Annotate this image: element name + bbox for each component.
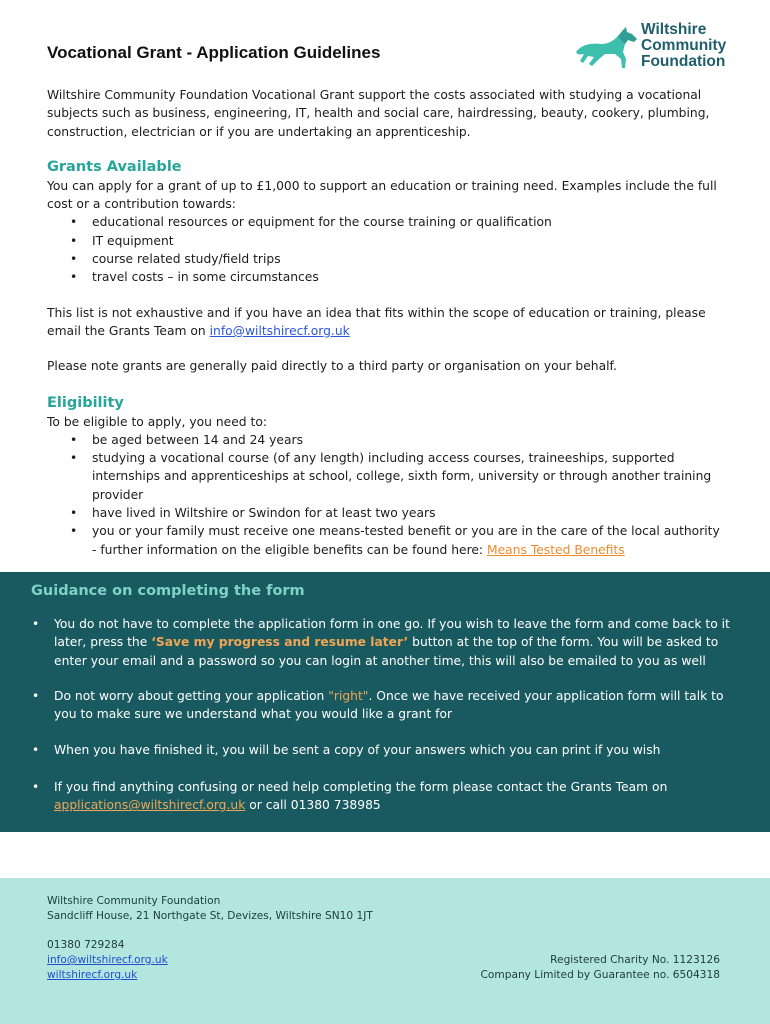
list-item: • educational resources or equipment for the course training or qualification (92, 213, 727, 231)
footer-email-link[interactable]: info@wiltshirecf.org.uk (47, 954, 168, 966)
logo (574, 22, 749, 74)
guidance-heading: Guidance on completing the form (31, 583, 305, 599)
footer-charity: Registered Charity No. 1123126 (550, 954, 720, 966)
eligibility-intro: To be eligible to apply, you need to: (47, 414, 267, 429)
guidance-text: Do not worry about getting your application (54, 689, 329, 703)
right-quote: "right" (328, 689, 369, 703)
eligibility-heading: Eligibility (47, 394, 124, 411)
guidance-item (54, 615, 744, 670)
page-title: Vocational Grant - Application Guidelines (47, 43, 381, 62)
applications-email-link[interactable]: applications@wiltshirecf.org.uk (54, 798, 246, 813)
guidance-text: button at the top of the form. You will be asked to enter your email and a password so you can login at another time, this will also be emailed to you as well (54, 635, 719, 668)
list-item: • IT equipment (92, 232, 727, 250)
footer (0, 878, 770, 1024)
grants-note-text: This list is not exhaustive and if you have an idea that fits within the scope of education or training, please email the Grants Team on (47, 305, 706, 338)
footer-legal (481, 953, 720, 983)
grants-heading: Grants Available (47, 158, 182, 175)
footer-address: Sandcliff House, 21 Northgate St, Devizes, Wiltshire SN10 1JT (47, 910, 373, 922)
logo-line-1: Wiltshire (641, 21, 707, 38)
logo-line-3: Foundation (641, 53, 726, 70)
footer-website-link[interactable]: wiltshirecf.org.uk (47, 969, 138, 981)
guidance-text: If you find anything confusing or need help completing the form please contact the Grants Team on (54, 780, 668, 794)
list-item: • course related study/field trips (92, 250, 727, 268)
grants-text: You can apply for a grant of up to £1,000 to support an education or training need. Examples include the full cost or a contribution towards: (47, 178, 717, 212)
paid-note: Please note grants are generally paid directly to a third party or organisation on your behalf. (47, 359, 617, 374)
guidance-text: or call 01380 738985 (245, 798, 381, 813)
guidance-item (54, 687, 744, 724)
means-tested-benefits-link[interactable]: Means Tested Benefits (487, 542, 625, 557)
footer-contact (47, 894, 373, 983)
list-item: • studying a vocational course (of any length) including access courses, traineeships, supported internships and apprenticeships at school, college, sixth form, university or through another training provider (92, 449, 727, 504)
footer-company: Company Limited by Guarantee no. 6504318 (480, 969, 720, 981)
guidance-text: You do not have to complete the application form in one go. If you wish to leave the form and come back to it later, press the (54, 617, 730, 650)
list-item: • have lived in Wiltshire or Swindon for at least two years (92, 504, 727, 522)
list-item: • travel costs – in some circumstances (92, 268, 727, 286)
guidance-text: . Once we have received your application form will talk to you to make sure we understand what you would like a grant for (54, 689, 724, 722)
list-item: • be aged between 14 and 24 years (92, 431, 727, 449)
guidance-item: • When you have finished it, you will be sent a copy of your answers which you can print if you wish (54, 741, 744, 759)
eligibility-last-text: you or your family must receive one means-tested benefit or you are in the care of the local authority - further information on the eligible benefits can be found here: (92, 524, 720, 557)
save-progress-label: ‘Save my progress and resume later’ (151, 635, 409, 650)
logo-wordmark (641, 22, 726, 70)
eligibility-list (47, 431, 727, 559)
guidance-panel (0, 572, 770, 832)
grants-email-link[interactable]: info@wiltshirecf.org.uk (209, 323, 350, 338)
footer-phone: 01380 729284 (47, 939, 125, 951)
footer-org: Wiltshire Community Foundation (47, 895, 221, 907)
grants-list (47, 213, 727, 286)
horse-logo-icon (574, 26, 640, 70)
logo-line-2: Community (641, 37, 727, 54)
grants-note (47, 304, 727, 341)
guidance-item (54, 778, 744, 815)
list-item (92, 522, 727, 559)
intro-paragraph: Wiltshire Community Foundation Vocational Grant support the costs associated with studying a vocational subjects such as business, engineering, IT, health and social care, hairdressing, beauty, cookery, plumbing, construction, electrician or if you are undertaking an apprenticeship. (47, 88, 710, 139)
main-content (47, 86, 727, 559)
